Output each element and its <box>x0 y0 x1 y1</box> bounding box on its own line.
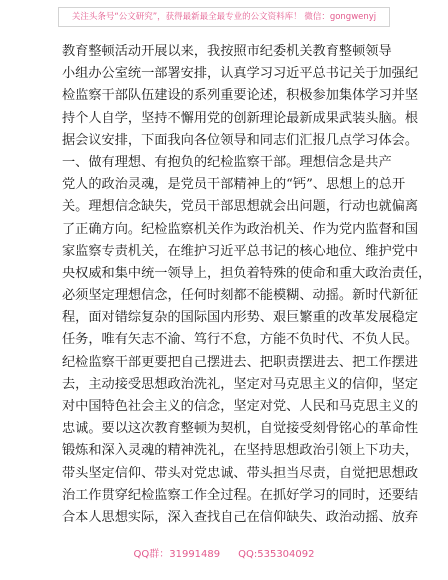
footer-contact <box>0 545 448 560</box>
body-line: 任务，唯有矢志不渝、笃行不怠，方能不负时代、不负人民。 <box>62 332 419 348</box>
body-line: 治工作贯穿纪检监察工作全过程。在抓好学习的同时，还要结 <box>62 487 419 503</box>
body-line: 持个人自学，坚持不懈用党的创新理论最新成果武装头脑。根 <box>62 110 419 126</box>
body-line: 忠诚。要以这次教育整顿为契机，自觉接受刻骨铭心的革命性 <box>62 421 419 437</box>
body-line: 必须坚定理想信念，任何时刻都不能模糊、动摇。新时代新征 <box>62 288 419 304</box>
header-banner: 关注头条号“公文研究”，获得最新最全最专业的公文资料库！ 微信：gongwenyj <box>58 7 390 27</box>
body-line: 小组办公室统一部署安排，认真学习习近平总书记关于加强纪 <box>62 66 419 82</box>
body-line: 据会议安排，下面我向各位领导和同志们汇报几点学习体会。 <box>62 132 419 148</box>
body-line: 程，面对错综复杂的国际国内形势、艰巨繁重的改革发展稳定 <box>62 310 419 326</box>
body-line: 锻炼和深入灵魂的精神洗礼，在坚持思想政治引领上下功夫， <box>62 443 419 459</box>
body-line: 纪检监察干部更要把自己摆进去、把职责摆进去、把工作摆进 <box>62 354 419 370</box>
body-line: 党人的政治灵魂，是党员干部精神上的“钙”、思想上的总开 <box>62 177 406 193</box>
body-line: 去，主动接受思想政治洗礼，坚定对马克思主义的信仰，坚定 <box>62 376 419 392</box>
body-line: 教育整顿活动开展以来，我按照市纪委机关教育整顿领导 <box>62 44 392 59</box>
document-body <box>62 41 432 529</box>
body-line: 关。理想信念缺失，党员干部思想就会出问题，行动也就偏离 <box>62 199 419 215</box>
body-line: 一、做有理想、有抱负的纪检监察干部。理想信念是共产 <box>62 154 392 170</box>
body-line: 带头坚定信仰、带头对党忠诚、带头担当尽责，自觉把思想政 <box>62 465 419 481</box>
body-line: 对中国特色社会主义的信念，坚定对党、人民和马克思主义的 <box>62 399 419 414</box>
body-line: 家监察专责机关，在维护习近平总书记的核心地位、维护党中 <box>62 243 419 259</box>
footer-qq: QQ:535304092 <box>238 549 315 560</box>
body-line: 合本人思想实际，深入查找自己在信仰缺失、政治动摇、放弃 <box>62 509 419 525</box>
footer-qq-group: QQ群：31991489 <box>133 549 221 560</box>
body-line: 检监察干部队伍建设的系列重要论述，积极参加集体学习并坚 <box>62 88 419 104</box>
body-line: 央权威和集中统一领导上，担负着特殊的使命和重大政治责任， <box>62 265 432 281</box>
body-line: 了正确方向。纪检监察机关作为政治机关、作为党内监督和国 <box>62 221 419 237</box>
